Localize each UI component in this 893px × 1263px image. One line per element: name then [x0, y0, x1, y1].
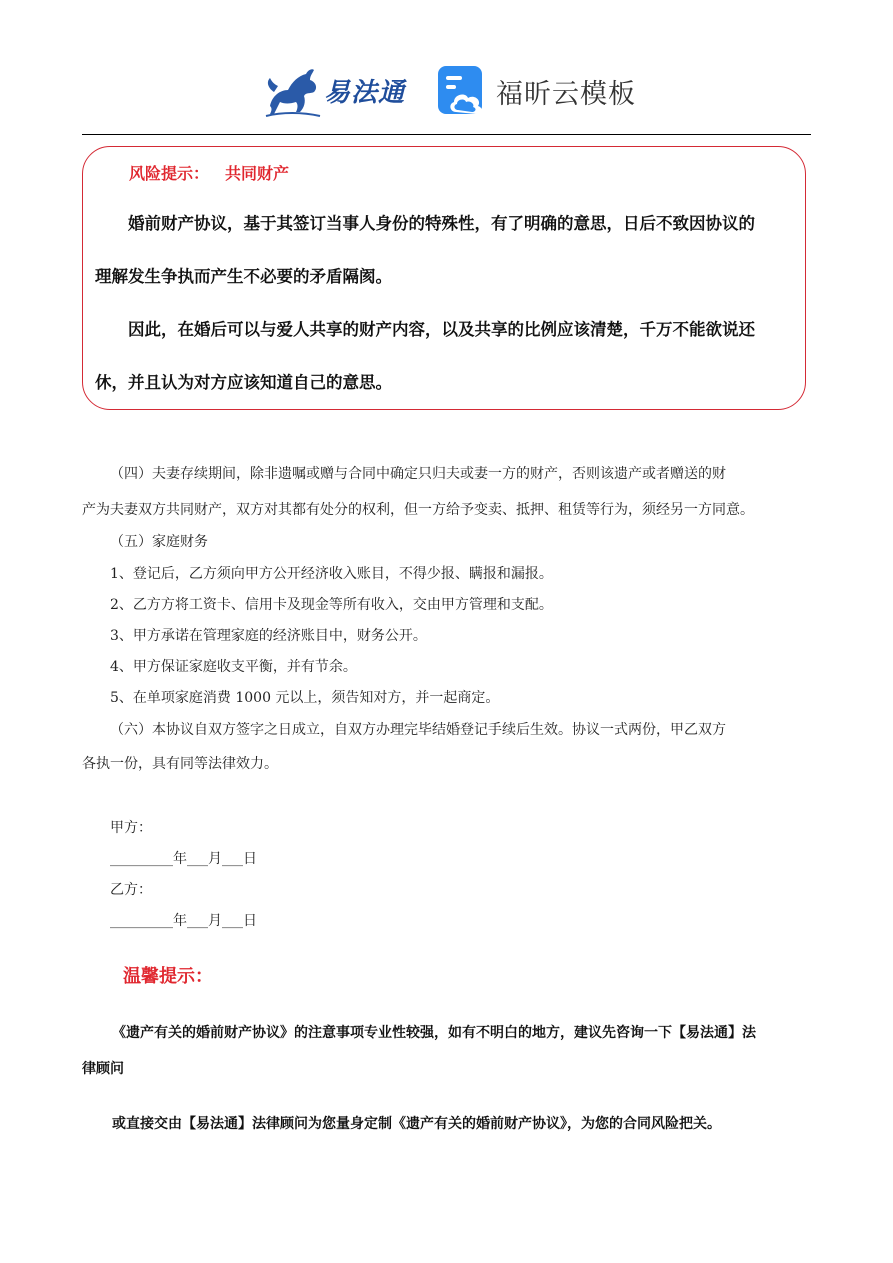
- document-header: [0, 0, 893, 135]
- risk-tip-label: 风险提示：: [129, 164, 210, 183]
- brand-fuxin-text: 福昕云模板: [496, 78, 636, 110]
- risk-tip-box: [82, 146, 806, 410]
- party-b-date: _________年___月___日: [110, 913, 257, 929]
- warm-tip-line2: 律顾问: [82, 1061, 124, 1077]
- clause-5-item-1: 1、登记后，乙方须向甲方公开经济收入账目，不得少报、瞒报和漏报。: [110, 566, 553, 582]
- header-divider: [82, 134, 811, 135]
- party-b-label: 乙方：: [110, 882, 152, 898]
- warm-tip-title: 温馨提示：: [123, 966, 213, 987]
- clause-5-item-3: 3、甲方承诺在管理家庭的经济账目中，财务公开。: [110, 628, 427, 644]
- clause-6-line2: 各执一份，具有同等法律效力。: [82, 756, 278, 772]
- warm-tip-line3: 或直接交由【易法通】法律顾问为您量身定制《遗产有关的婚前财产协议》，为您的合同风险把关。: [112, 1116, 721, 1132]
- party-a-date: _________年___月___日: [110, 851, 257, 867]
- risk-p2-line1: 因此，在婚后可以与爱人共享的财产内容，以及共享的比例应该清楚，千万不能欲说还: [128, 320, 755, 339]
- clause-5-item-4: 4、甲方保证家庭收支平衡，并有节余。: [110, 659, 357, 675]
- clause-5-item-5: 5、在单项家庭消费 1000 元以上，须告知对方，并一起商定。: [110, 690, 500, 706]
- yifatong-logo: [262, 60, 405, 120]
- clause-4-line1: （四）夫妻存续期间，除非遗嘱或赠与合同中确定只归夫或妻一方的财产，否则该遗产或者赠送的财: [110, 466, 726, 482]
- risk-tip-topic: 共同财产: [225, 164, 290, 183]
- party-a-label: 甲方：: [110, 820, 152, 836]
- clause-6-line1: （六）本协议自双方签字之日成立，自双方办理完毕结婚登记手续后生效。协议一式两份，甲乙双方: [110, 722, 726, 738]
- brand-yifatong-text: 易法通: [324, 77, 406, 108]
- risk-paragraph-2: [95, 303, 795, 409]
- clause-5-heading: （五）家庭财务: [110, 534, 208, 550]
- risk-p1-line2: 理解发生争执而产生不必要的矛盾隔阂。: [95, 267, 392, 286]
- risk-p1-line1: 婚前财产协议，基于其签订当事人身份的特殊性，有了明确的意思，日后不致因协议的: [128, 214, 755, 233]
- risk-tip-title: [129, 161, 289, 184]
- cloud-doc-icon: [436, 64, 488, 118]
- clause-4-line2: 产为夫妻双方共同财产，双方对其都有处分的权利，但一方给予变卖、抵押、租赁等行为，须经另一方同意。: [82, 502, 754, 518]
- risk-paragraph-1: [95, 197, 795, 303]
- qilin-icon: [262, 62, 322, 118]
- risk-p2-line2: 休，并且认为对方应该知道自己的意思。: [95, 373, 392, 392]
- clause-5-item-2: 2、乙方方将工资卡、信用卡及现金等所有收入，交由甲方管理和支配。: [110, 597, 553, 613]
- fuxin-logo: [436, 64, 636, 118]
- warm-tip-line1: 《遗产有关的婚前财产协议》的注意事项专业性较强，如有不明白的地方，建议先咨询一下【易法通】法: [112, 1025, 756, 1041]
